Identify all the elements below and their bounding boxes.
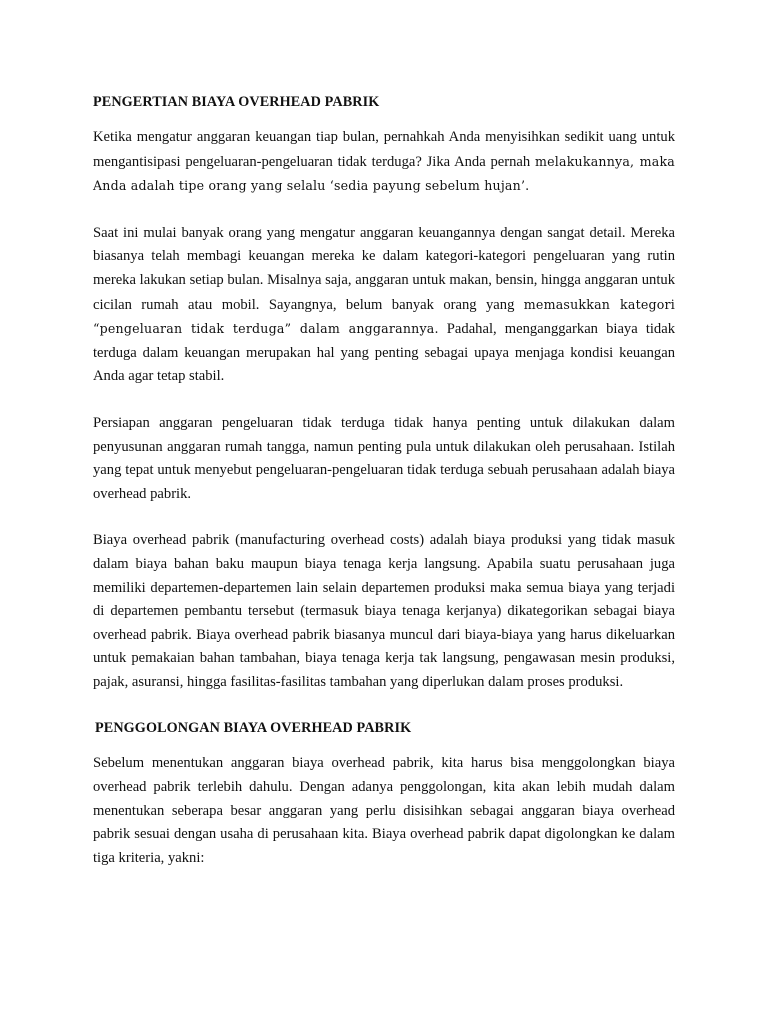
paragraph-2-text: Saat ini mulai banyak orang yang mengatur anggaran keuangannya dengan sangat detail. Mereka biasanya telah membagi keuangan mereka ke dalam kategori-kategori pengeluaran yang rutin mereka lakukan setiap bulan. Misalnya saja, anggaran untuk makan, bensin, hingga anggaran untuk cicilan rumah atau mobil. Sayangnya, belum banyak orang yang [93, 224, 675, 313]
paragraph-1 [93, 126, 675, 199]
paragraph-1-text: Ketika mengatur anggaran keuangan tiap bulan, pernahkah Anda menyisihkan sedikit uang untuk mengantisipasi pengeluaran-pengeluaran tidak terduga? Jika Anda pernah [93, 129, 675, 170]
paragraph-2 [93, 222, 675, 389]
section-heading-pengertian: PENGERTIAN BIAYA OVERHEAD PABRIK [93, 94, 380, 110]
paragraph-3: Persiapan anggaran pengeluaran tidak terduga tidak hanya penting untuk dilakukan dalam penyusunan anggaran rumah tangga, namun penting pula untuk dilakukan oleh perusahaan. Istilah yang tepat untuk menyebut pengeluaran-pengeluaran tidak terduga sebuah perusahaan adalah biaya overhead pabrik. [93, 414, 675, 502]
document-page [93, 91, 675, 893]
paragraph-2-rest-text: Padahal, menganggarkan biaya tidak terduga dalam keuangan merupakan hal yang penting sebagai upaya menjaga kondisi keuangan Anda agar tetap stabil. [93, 321, 675, 385]
paragraph-1-alt-font-text: melakukannya, maka Anda adalah tipe orang yang selalu ‘sedia payung sebelum hujan’. [93, 153, 675, 194]
paragraph-4: Biaya overhead pabrik (manufacturing overhead costs) adalah biaya produksi yang tidak masuk dalam biaya bahan baku maupun biaya tenaga kerja langsung. Apabila suatu perusahaan juga memiliki departemen-departemen lain selain departemen produksi maka semua biaya yang terjadi di departemen pembantu tersebut (termasuk biaya tenaga kerjanya) dikategorikan sebagai biaya overhead pabrik. Biaya overhead pabrik biasanya muncul dari biaya-biaya yang harus dikeluarkan untuk pemakaian bahan tambahan, biaya tenaga kerja tak langsung, pengawasan mesin produksi, pajak, asuransi, hingga fasilitas-fasilitas tambahan yang diperlukan dalam proses produksi. [93, 532, 675, 690]
paragraph-2-alt-font-text: memasukkan kategori “pengeluaran tidak terduga” dalam anggarannya. [93, 296, 675, 337]
paragraph-5: Sebelum menentukan anggaran biaya overhead pabrik, kita harus bisa menggolongkan biaya overhead pabrik terlebih dahulu. Dengan adanya penggolongan, kita akan lebih mudah dalam menentukan seberapa besar anggaran yang perlu disisihkan sebagai anggaran biaya overhead pabrik sesuai dengan usaha di perusahaan kita. Biaya overhead pabrik dapat digolongkan ke dalam tiga kriteria, yakni: [93, 755, 675, 866]
section-heading-penggolongan: PENGGOLONGAN BIAYA OVERHEAD PABRIK [95, 720, 412, 737]
